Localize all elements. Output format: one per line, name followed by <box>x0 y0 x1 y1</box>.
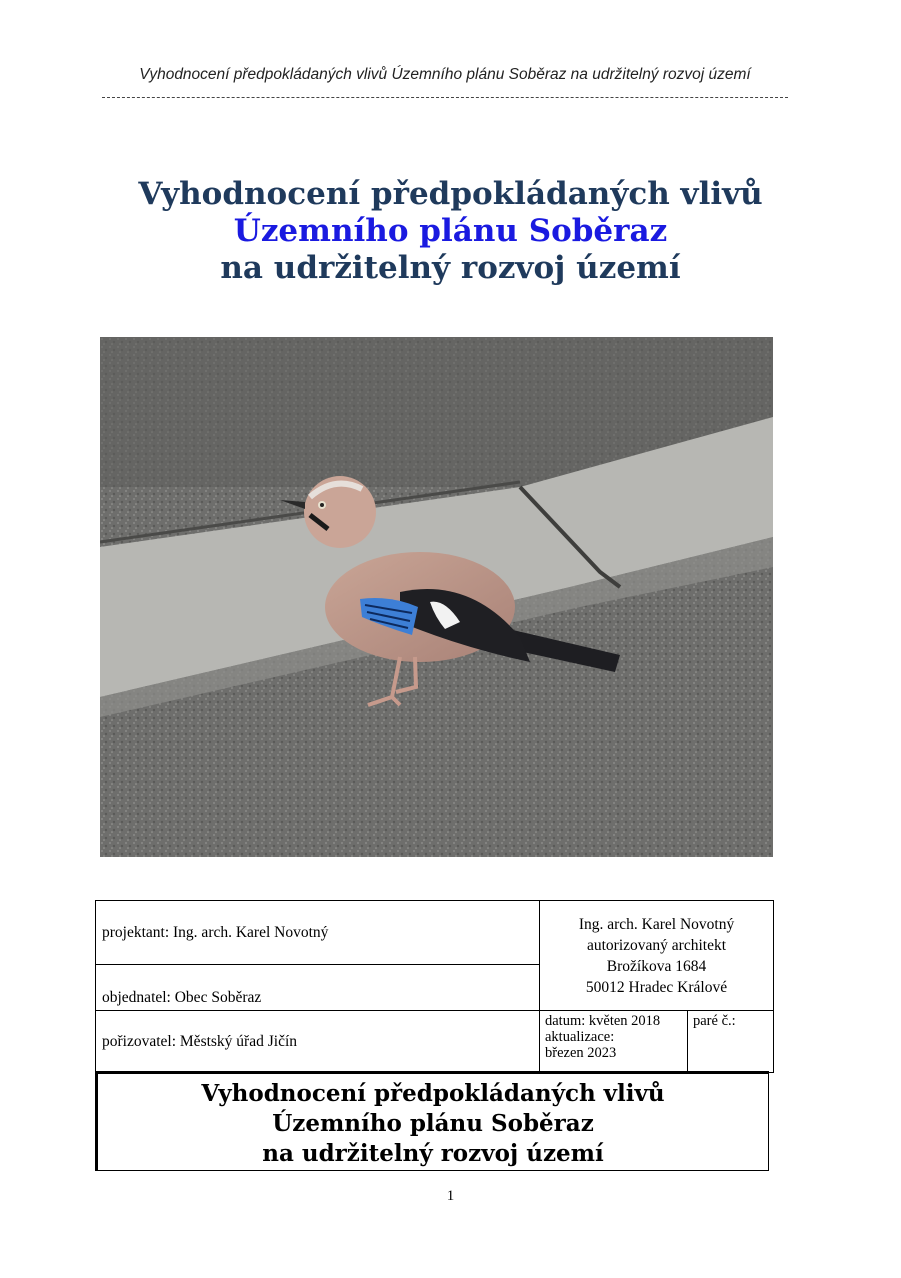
summary-title-box <box>95 1071 769 1171</box>
porizovatel-cell: pořizovatel: Městský úřad Jičín <box>96 1011 540 1073</box>
architect-city: 50012 Hradec Králové <box>585 978 728 996</box>
running-header: Vyhodnocení předpokládaných vlivů Územního plánu Soběraz na udržitelný rozvoj území <box>139 66 751 83</box>
project-info-table <box>95 900 774 1073</box>
header-divider <box>102 97 788 98</box>
title-line-2: Územního plánu Soběraz <box>233 213 668 249</box>
datum-text: datum: květen 2018 <box>545 1013 661 1029</box>
aktualizace-date: březen 2023 <box>545 1045 617 1061</box>
summary-line-1: Vyhodnocení předpokládaných vlivů <box>201 1080 665 1107</box>
page-number: 1 <box>446 1188 455 1204</box>
date-cell <box>540 1011 688 1073</box>
title-line-3: na udržitelný rozvoj území <box>220 250 681 286</box>
architect-street: Brožíkova 1684 <box>606 957 707 975</box>
architect-role: autorizovaný architekt <box>587 936 727 954</box>
pare-cell: paré č.: <box>688 1011 774 1073</box>
objednatel-cell: objednatel: Obec Soběraz <box>96 965 540 1011</box>
aktualizace-label: aktualizace: <box>545 1029 615 1045</box>
jay-bird-photo <box>100 337 773 857</box>
architect-name: Ing. arch. Karel Novotný <box>578 915 735 933</box>
projektant-cell: projektant: Ing. arch. Karel Novotný <box>96 901 540 965</box>
architect-stamp <box>540 901 774 1011</box>
title-line-1: Vyhodnocení předpokládaných vlivů <box>138 176 763 212</box>
summary-line-2: Územního plánu Soběraz <box>272 1110 594 1137</box>
summary-line-3: na udržitelný rozvoj území <box>262 1140 604 1167</box>
document-title <box>60 176 841 287</box>
